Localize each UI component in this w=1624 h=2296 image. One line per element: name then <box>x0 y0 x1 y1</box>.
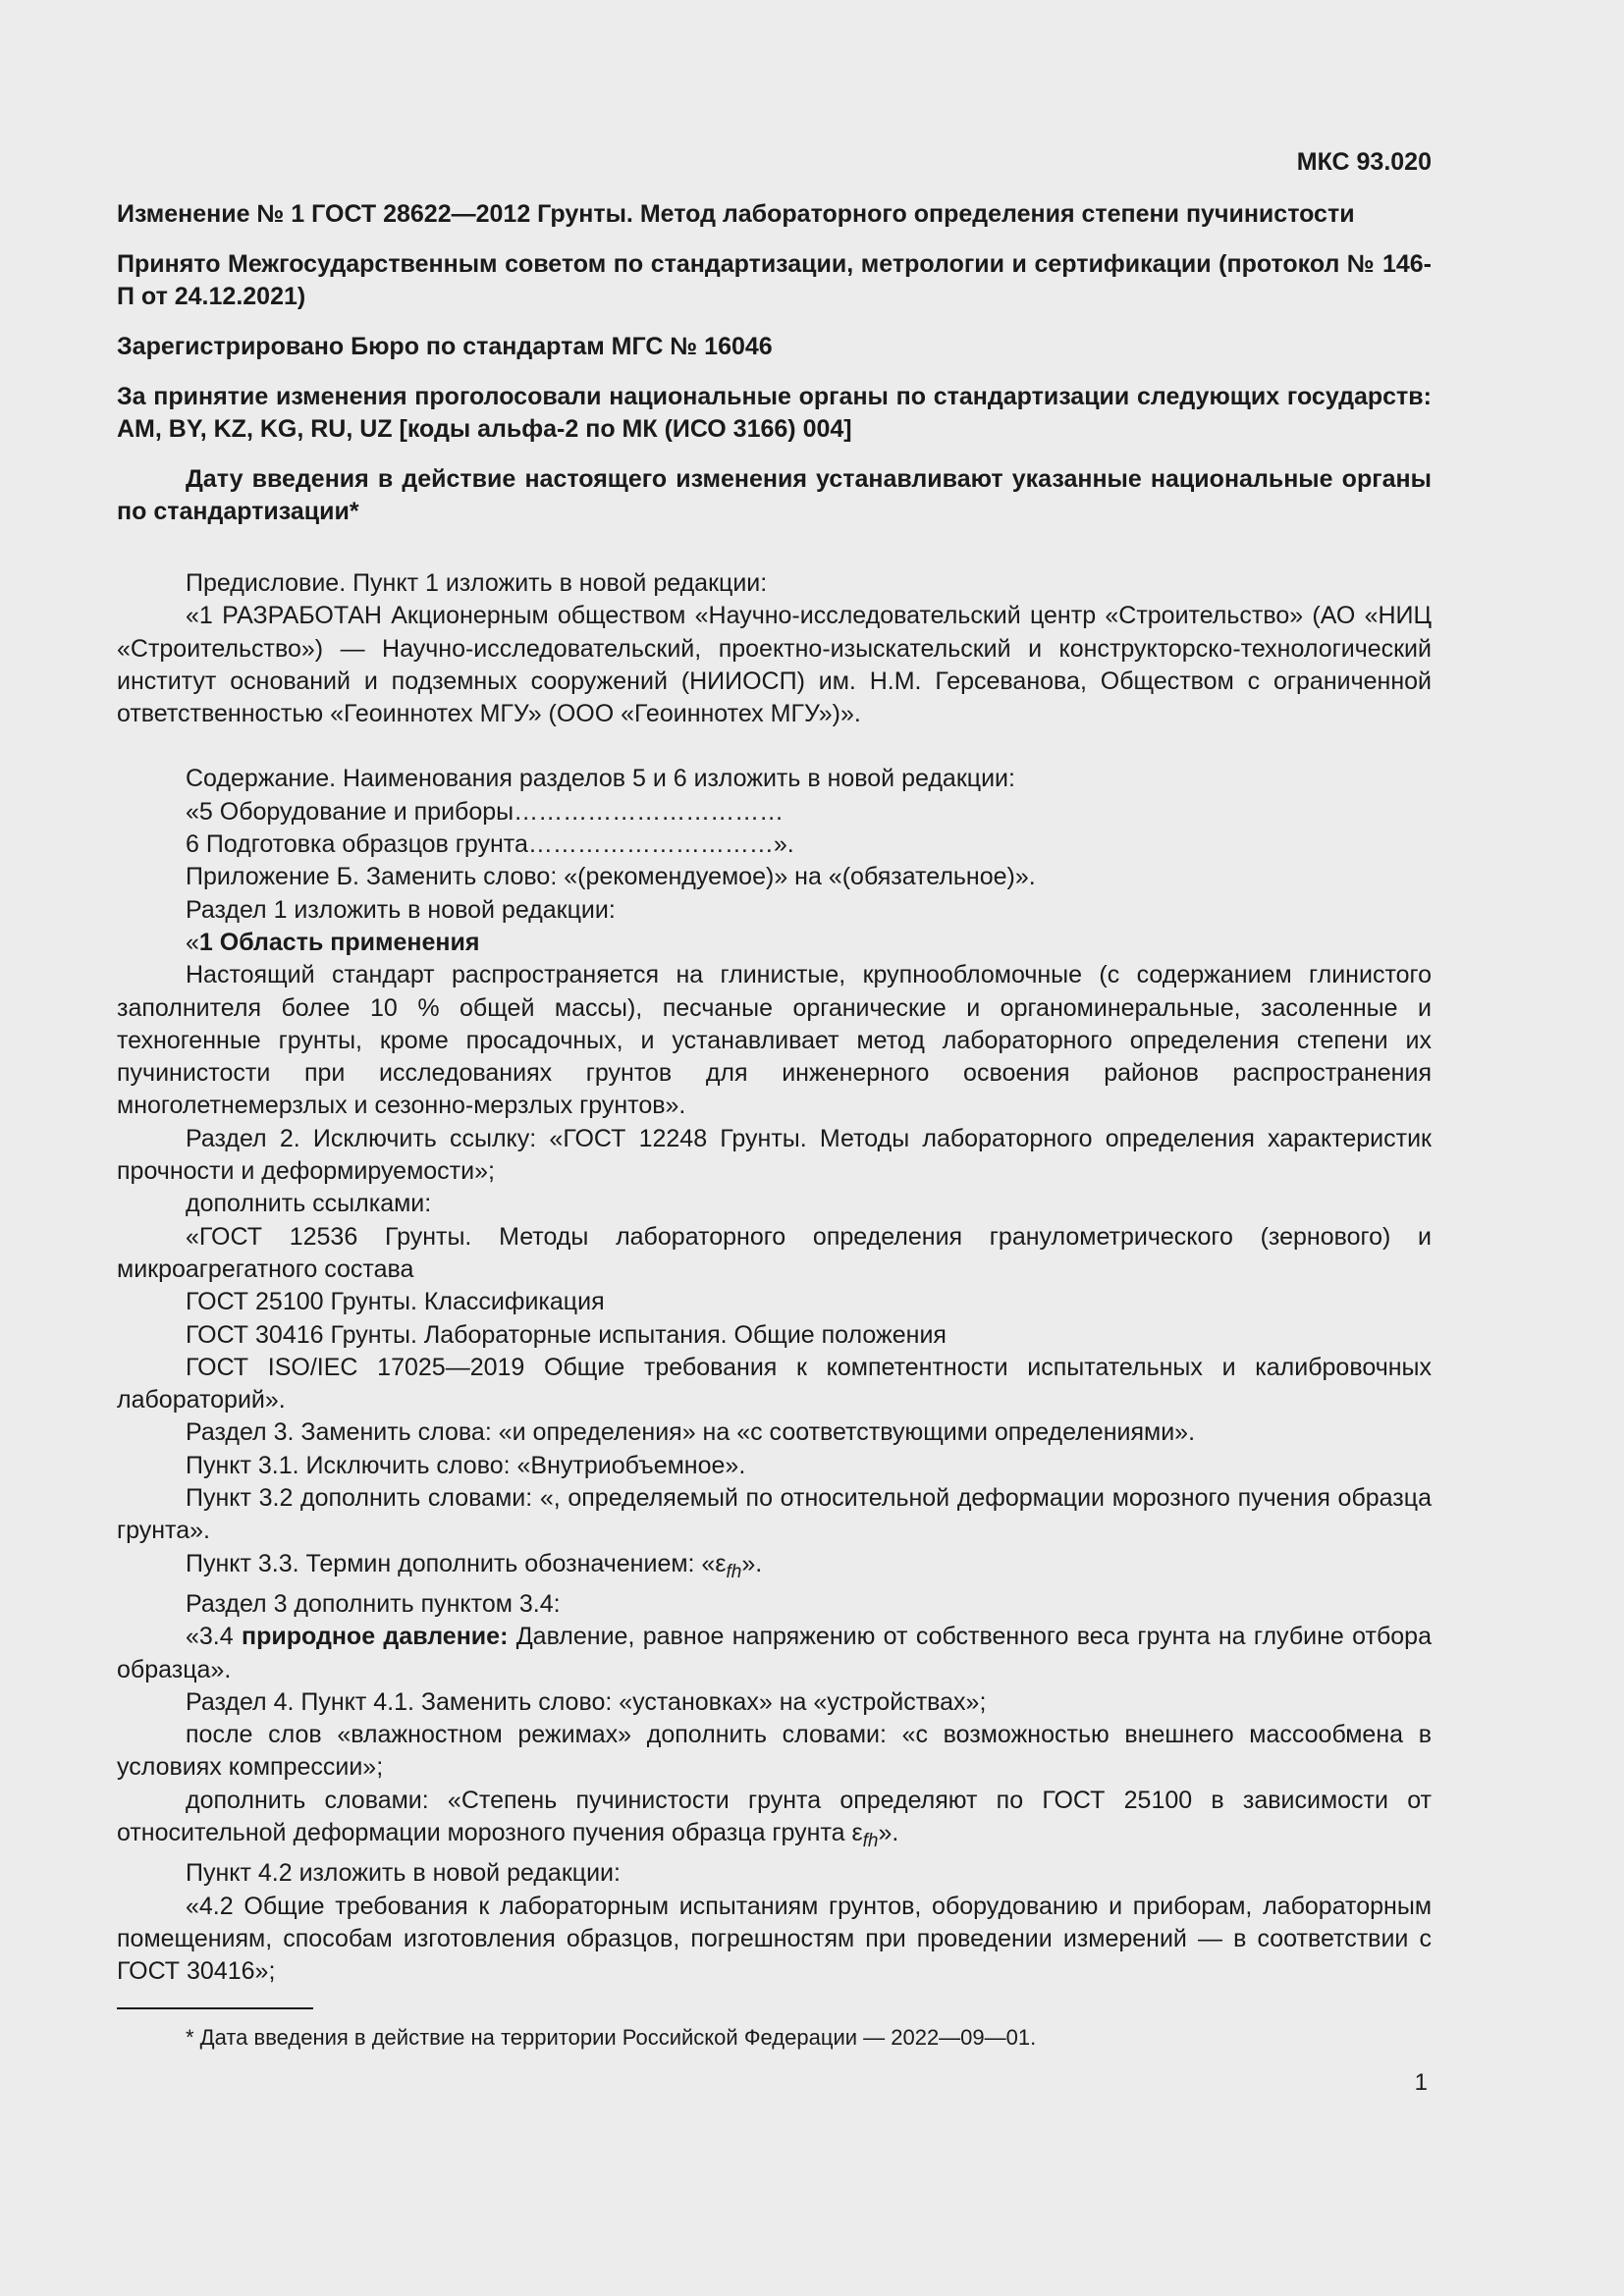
section-title: 1 Область применения <box>198 928 480 956</box>
text-run: Давление, равное напряжению от собственного веса грунта на глубине отбора образца». <box>117 1623 1432 1683</box>
footnote-divider <box>117 2007 313 2009</box>
text-run: «3.4 <box>186 1623 242 1651</box>
reference-entry: ГОСТ 30416 Грунты. Лабораторные испытания. Общие положения <box>186 1320 947 1349</box>
text-run: дополнить словами: «Степень пучинистости грунта определяют по ГОСТ 25100 в зависимости от относительной деформации морозного пучения образца грунта ε <box>117 1786 1432 1846</box>
registration-statement: Зарегистрировано Бюро по стандартам МГС № 16046 <box>117 333 773 360</box>
mks-code: МКС 93.020 <box>1296 148 1432 176</box>
toc-entry: «5 Оборудование и приборы…………………………… <box>186 797 785 826</box>
paragraph: Пункт 3.1. Исключить слово: «Внутриобъемное». <box>186 1451 746 1479</box>
toc-entry: 6 Подготовка образцов грунта…………………………». <box>186 830 794 859</box>
paragraph: Предисловие. Пункт 1 изложить в новой редакции: <box>186 569 768 597</box>
paragraph: «1 РАЗРАБОТАН Акционерным обществом «Научно-исследовательский центр «Строительство» (АО «НИЦ «Строительство») — Научно-исследовательский, проектно-изыскательский и конструкторско-технологический институт оснований и подземных сооружений (НИИОСП) им. Н.М. Герсеванова, Обществом с ограниченной ответственностью «Геоиннотех МГУ» (ООО «Геоиннотех МГУ»)». <box>117 602 1432 728</box>
spacer <box>117 730 1432 763</box>
paragraph: «4.2 Общие требования к лабораторным испытаниям грунтов, оборудованию и приборам, лабораторным помещениям, способам изготовления образцов, погрешностям при проведении измерений — в соответствии с ГОСТ 30416»; <box>117 1892 1432 1986</box>
voting-statement: За принятие изменения проголосовали национальные органы по стандартизации следующих государств: AM, BY, KZ, KG, RU, UZ [коды альфа-2 по МК (ИСО 3166) 004] <box>117 383 1432 443</box>
paragraph: после слов «влажностном режимах» дополнить словами: «с возможностью внешнего массообмена в условиях компрессии»; <box>117 1721 1432 1782</box>
subscript: fh <box>862 1830 879 1851</box>
text-run: Пункт 3.3. Термин дополнить обозначением: «ε <box>186 1549 727 1577</box>
reference-entry: ГОСТ 25100 Грунты. Классификация <box>186 1288 605 1316</box>
paragraph <box>117 1548 1432 1588</box>
adoption-statement: Принято Межгосударственным советом по стандартизации, метрологии и сертификации (протокол № 146-П от 24.12.2021) <box>117 250 1432 310</box>
paragraph: Пункт 3.2 дополнить словами: «, определяемый по относительной деформации морозного пучения образца грунта». <box>117 1484 1432 1545</box>
term-bold: природное давление: <box>242 1623 509 1651</box>
paragraph <box>117 1785 1432 1858</box>
text-run: ». <box>878 1818 899 1846</box>
paragraph: Раздел 3. Заменить слова: «и определения» на «с соответствующими определениями». <box>186 1418 1196 1447</box>
reference-entry: «ГОСТ 12536 Грунты. Методы лабораторного определения гранулометрического (зернового) и микроагрегатного состава <box>117 1222 1432 1283</box>
paragraph: Содержание. Наименования разделов 5 и 6 изложить в новой редакции: <box>186 765 1015 793</box>
subscript: fh <box>726 1561 742 1582</box>
paragraph <box>117 1621 1432 1686</box>
paragraph: Раздел 1 изложить в новой редакции: <box>186 895 616 924</box>
paragraph: дополнить ссылками: <box>186 1190 432 1218</box>
paragraph: Раздел 3 дополнить пунктом 3.4: <box>186 1589 561 1618</box>
paragraph: Раздел 2. Исключить ссылку: «ГОСТ 12248 Грунты. Методы лабораторного определения характеристик прочности и деформируемости»; <box>117 1124 1432 1186</box>
text-run: ». <box>741 1549 763 1577</box>
page-number: 1 <box>1414 2069 1428 2096</box>
quote-mark: « <box>186 928 199 956</box>
section-heading <box>117 927 1432 959</box>
amendment-body <box>117 567 1432 1988</box>
paragraph: Пункт 4.2 изложить в новой редакции: <box>186 1859 621 1888</box>
footnote: * Дата введения в действие на территории Российской Федерации — 2022—09—01. <box>186 2025 1037 2051</box>
paragraph: Раздел 4. Пункт 4.1. Заменить слово: «установках» на «устройствах»; <box>186 1687 987 1716</box>
paragraph: Настоящий стандарт распространяется на глинистые, крупнообломочные (с содержанием глинистого заполнителя более 10 % общей массы), песчаные органические и органоминеральные, засоленные и техногенные грунты, кроме просадочных, и устанавливает метод лабораторного определения степени их пучинистости при исследованиях грунтов для инженерного освоения районов распространения многолетнемерзлых и сезонно-мерзлых грунтов». <box>117 961 1432 1120</box>
reference-entry: ГОСТ ISO/IEC 17025—2019 Общие требования к компетентности испытательных и калибровочных лабораторий». <box>117 1353 1432 1415</box>
effective-date-statement: Дату введения в действие настоящего изменения устанавливают указанные национальные органы по стандартизации* <box>117 465 1432 525</box>
amendment-title: Изменение № 1 ГОСТ 28622—2012 Грунты. Метод лабораторного определения степени пучинистости <box>117 200 1355 228</box>
paragraph: Приложение Б. Заменить слово: «(рекомендуемое)» на «(обязательное)». <box>186 863 1036 891</box>
